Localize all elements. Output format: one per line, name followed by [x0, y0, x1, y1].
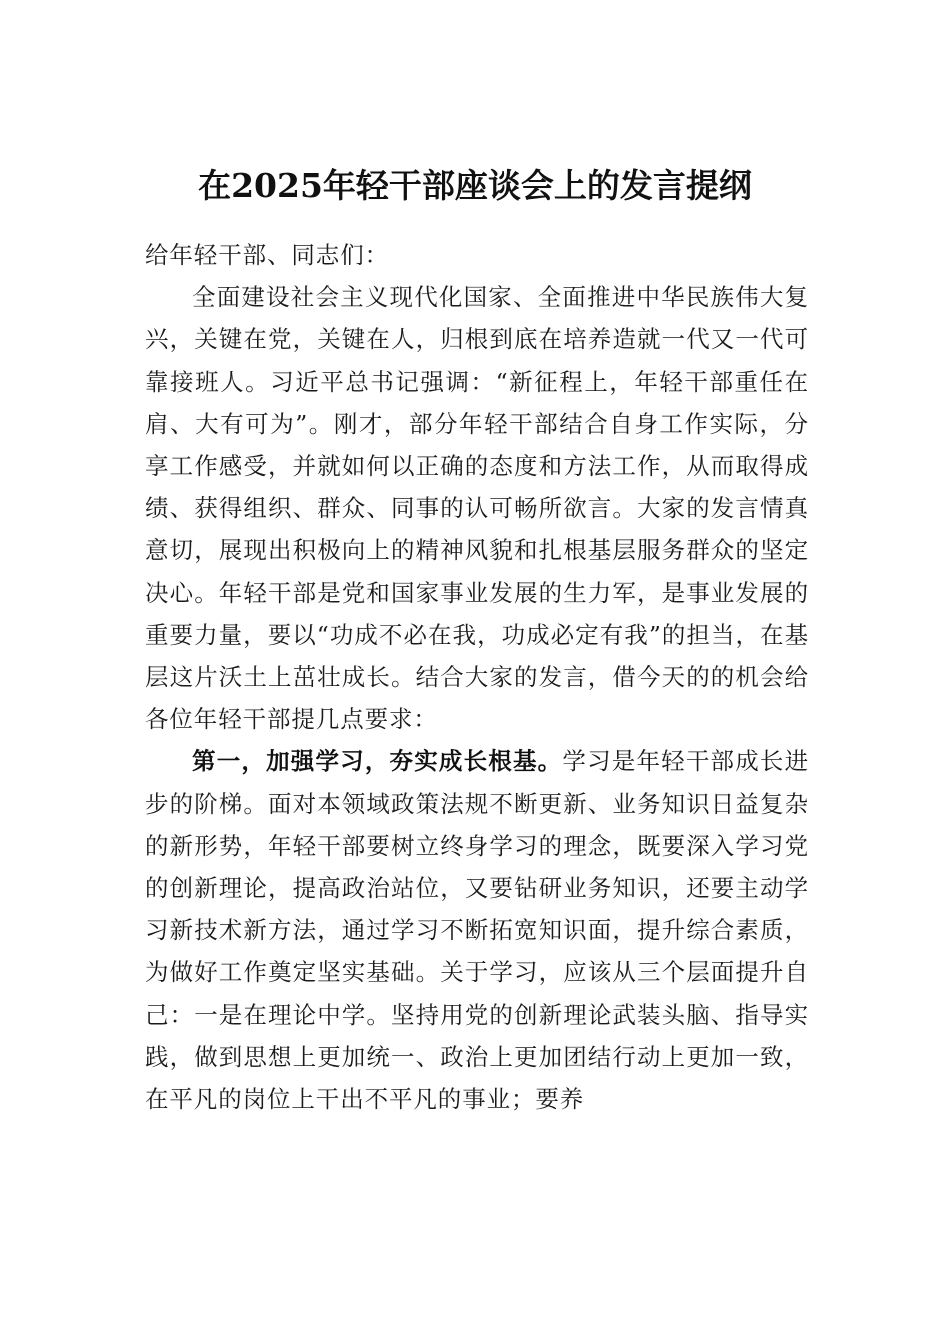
document-title: 在2025年轻干部座谈会上的发言提纲 [198, 166, 752, 205]
salutation: 给年轻干部、同志们： [145, 241, 389, 269]
document-body [145, 234, 809, 1120]
first-point-heading: 第一，加强学习，夯实成长根基。 [192, 747, 563, 776]
first-point-text: 学习是年轻干部成长进步的阶梯。面对本领域政策法规不断更新、业务知识日益复杂的新形势，年轻干部要树立终身学习的理念，既要深入学习党的创新理论，提高政治站位，又要钻研业务知识，还要主动学习新技术新方法，通过学习不断拓宽知识面，提升综合素质，为做好工作奠定坚实基础。关于学习，应该从三个层面提升自己：一是在理论中学。坚持用党的创新理论武装头脑、指导实践，做到思想上更加统一、政治上更加团结行动上更加一致，在平凡的岗位上干出不平凡的事业；要养 [145, 747, 809, 1114]
paragraph-first-point [145, 740, 809, 1120]
paragraph-intro: 全面建设社会主义现代化国家、全面推进中华民族伟大复兴，关键在党，关键在人，归根到底在培养造就一代又一代可靠接班人。习近平总书记强调：“新征程上，年轻干部重任在肩、大有可为”。刚才，部分年轻干部结合自身工作实际，分享工作感受，并就如何以正确的态度和方法工作，从而取得成绩、获得组织、群众、同事的认可畅所欲言。大家的发言情真意切，展现出积极向上的精神风貌和扎根基层服务群众的坚定决心。年轻干部是党和国家事业发展的生力军，是事业发展的重要力量，要以“功成不必在我，功成必定有我”的担当，在基层这片沃土上茁壮成长。结合大家的发言，借今天的的机会给各位年轻干部提几点要求： [145, 283, 809, 734]
